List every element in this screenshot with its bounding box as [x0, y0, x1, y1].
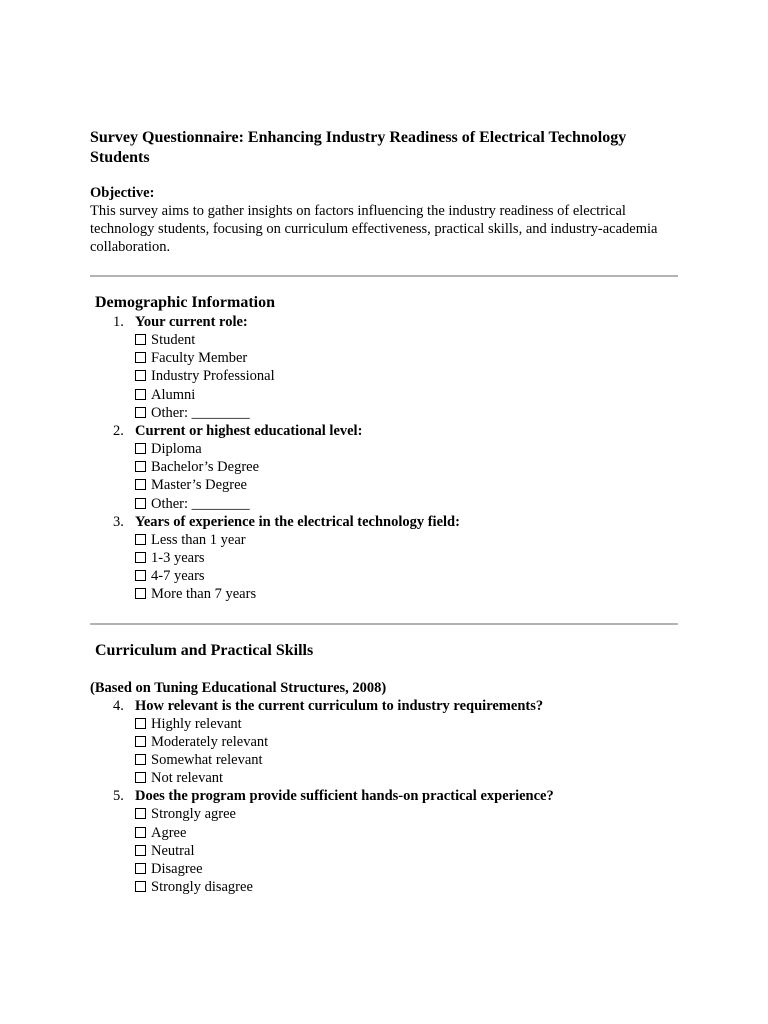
option-label: Diploma [151, 441, 202, 458]
checkbox-icon[interactable] [135, 827, 146, 838]
option-label: Highly relevant [151, 715, 242, 732]
option-other[interactable] [135, 404, 678, 422]
section-heading-demographic: Demographic Information [95, 294, 275, 311]
checkbox-icon[interactable] [135, 863, 146, 874]
checkbox-icon[interactable] [135, 443, 146, 454]
checkbox-icon[interactable] [135, 570, 146, 581]
checkbox-icon[interactable] [135, 479, 146, 490]
question-curriculum-relevance [90, 697, 678, 788]
checkbox-icon[interactable] [135, 498, 146, 509]
option-moderately-relevant[interactable] [135, 733, 678, 751]
option-label: Moderately relevant [151, 733, 269, 750]
option-alumni[interactable] [135, 386, 678, 404]
question-role [90, 313, 678, 422]
option-diploma[interactable] [135, 440, 678, 458]
checkbox-icon[interactable] [135, 370, 146, 381]
option-strongly-disagree[interactable] [135, 878, 678, 896]
option-label: Master’s Degree [151, 477, 247, 494]
option-neutral[interactable] [135, 842, 678, 860]
option-label: Somewhat relevant [151, 751, 263, 768]
checkbox-icon[interactable] [135, 754, 146, 765]
section-divider [90, 275, 678, 277]
option-less-than-1-year[interactable] [135, 531, 678, 549]
objective-text: This survey aims to gather insights on factors influencing the industry readiness of electrical technology students, focusing on curriculum effectiveness, practical skills, and industry-academia collaboration. [90, 203, 658, 255]
section-heading-curriculum: Curriculum and Practical Skills [95, 641, 314, 659]
option-label: 4-7 years [151, 568, 205, 585]
objective-label: Objective: [90, 185, 155, 201]
question-text: Does the program provide sufficient hands-on practical experience? [135, 788, 554, 805]
option-label: Disagree [151, 860, 203, 877]
option-label: Neutral [151, 842, 195, 859]
option-label: Faculty Member [151, 350, 248, 367]
checkbox-icon[interactable] [135, 407, 146, 418]
option-industry-professional[interactable] [135, 367, 678, 385]
checkbox-icon[interactable] [135, 389, 146, 400]
checkbox-icon[interactable] [135, 845, 146, 856]
option-label: Strongly disagree [151, 879, 253, 896]
checkbox-icon[interactable] [135, 881, 146, 892]
question-text: Your current role: [135, 314, 248, 330]
checkbox-icon[interactable] [135, 461, 146, 472]
option-not-relevant[interactable] [135, 769, 678, 787]
option-label: Not relevant [151, 770, 224, 787]
question-education-level [90, 422, 678, 513]
option-strongly-agree[interactable] [135, 805, 678, 823]
question-number: 2. [113, 422, 124, 439]
checkbox-icon[interactable] [135, 552, 146, 563]
question-text: How relevant is the current curriculum to industry requirements? [135, 697, 544, 714]
checkbox-icon[interactable] [135, 352, 146, 363]
checkbox-icon[interactable] [135, 334, 146, 345]
question-years-experience [90, 513, 678, 604]
option-label: 1-3 years [151, 550, 205, 567]
option-label: Agree [151, 824, 187, 841]
option-label: Bachelor’s Degree [151, 459, 260, 476]
option-somewhat-relevant[interactable] [135, 751, 678, 769]
checkbox-icon[interactable] [135, 588, 146, 599]
option-disagree[interactable] [135, 860, 678, 878]
option-label: Less than 1 year [151, 531, 246, 548]
question-number: 3. [113, 513, 124, 530]
checkbox-icon[interactable] [135, 772, 146, 783]
question-text: Current or highest educational level: [135, 422, 363, 439]
option-student[interactable] [135, 331, 678, 349]
question-list-curriculum [90, 697, 678, 897]
question-number: 1. [113, 314, 124, 330]
question-text: Years of experience in the electrical technology field: [135, 513, 460, 530]
option-highly-relevant[interactable] [135, 715, 678, 733]
source-note: (Based on Tuning Educational Structures, 2008) [90, 679, 387, 696]
option-more-than-7-years[interactable] [135, 585, 678, 603]
checkbox-icon[interactable] [135, 736, 146, 747]
option-label: Strongly agree [151, 806, 236, 823]
question-practical-experience [90, 787, 678, 896]
option-bachelors-degree[interactable] [135, 458, 678, 476]
option-faculty-member[interactable] [135, 349, 678, 367]
document-page [90, 128, 678, 896]
option-label: Other: ________ [151, 404, 250, 421]
section-divider [90, 623, 678, 625]
question-number: 5. [113, 788, 124, 805]
question-number: 4. [113, 697, 124, 714]
option-1-3-years[interactable] [135, 549, 678, 567]
checkbox-icon[interactable] [135, 534, 146, 545]
checkbox-icon[interactable] [135, 718, 146, 729]
option-masters-degree[interactable] [135, 476, 678, 494]
option-4-7-years[interactable] [135, 567, 678, 585]
question-list-demographic [90, 313, 678, 604]
option-label: More than 7 years [151, 586, 257, 603]
option-other[interactable] [135, 495, 678, 513]
option-label: Industry Professional [151, 368, 275, 385]
option-label: Other: ________ [151, 495, 250, 512]
option-label: Alumni [151, 386, 196, 403]
document-title: Survey Questionnaire: Enhancing Industry Readiness of Electrical Technology Students [90, 129, 627, 166]
option-label: Student [151, 332, 196, 349]
checkbox-icon[interactable] [135, 808, 146, 819]
option-agree[interactable] [135, 824, 678, 842]
